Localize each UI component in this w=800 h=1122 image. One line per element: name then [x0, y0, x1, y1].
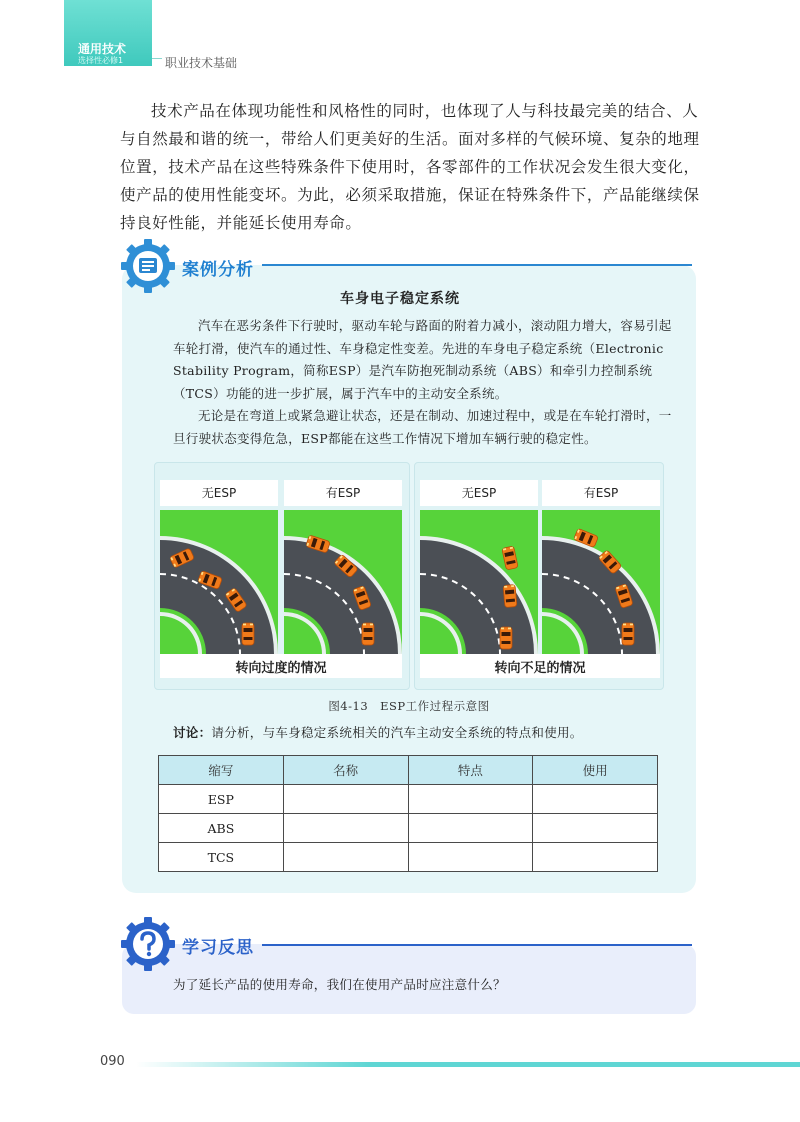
intro-paragraph: 技术产品在体现功能性和风格性的同时，也体现了人与科技最完美的结合、人与自然最和谐的统一，带给人们更美好的生活。面对多样的气候环境、复杂的地理位置，技术产品在这些特殊条件下使用时，各零部件的工作状况会发生很大变化，使产品的使用性能变坏。为此，必须采取措施，保证在特殊条件下，产品能继续保持良好性能，并能延长使用寿命。: [120, 102, 700, 232]
case-gear-icon: [118, 236, 178, 296]
header-separator: [152, 58, 162, 59]
book-title: 通用技术: [78, 42, 127, 56]
case-section-title: 案例分析: [182, 260, 254, 280]
car-icon: [362, 623, 374, 645]
reflection-section-title: 学习反思: [182, 938, 254, 958]
table-cell: [283, 814, 408, 843]
table-cell: [408, 785, 533, 814]
figure-panel-label: 无ESP: [201, 486, 237, 500]
discussion-label: 讨论：: [173, 725, 212, 740]
panel-road-tile: [284, 510, 402, 654]
table-header-row: [159, 756, 658, 785]
car-icon: [503, 585, 517, 608]
book-subtitle: 选择性必修1: [78, 56, 124, 65]
reflection-question: 为了延长产品的使用寿命，我们在使用产品时应注意什么？: [173, 977, 506, 992]
table-header-cell: 特点: [408, 756, 533, 785]
figure-panel-label: 有ESP: [325, 486, 361, 500]
case-title: 车身电子稳定系统: [340, 291, 460, 307]
figure-group-caption: 转向过度的情况: [235, 661, 327, 676]
table-cell: [283, 843, 408, 872]
figure-caption: 图4-13 ESP工作过程示意图: [328, 699, 490, 713]
case-title-underline: [262, 264, 692, 266]
table-cell: [533, 814, 658, 843]
discussion-text: 请分析，与车身稳定系统相关的汽车主动安全系统的特点和使用。: [211, 725, 583, 740]
car-icon: [242, 623, 254, 645]
reflection-gear-icon: [118, 914, 178, 974]
discussion: [173, 723, 583, 741]
case-paragraph-1: 汽车在恶劣条件下行驶时，驱动车轮与路面的附着力减小，滚动阻力增大，容易引起车轮打滑，使汽车的通过性、车身稳定性变差。先进的车身电子稳定系统（Electronic Stability Program，简称ESP）是汽车防抱死制动系统（ABS）和牵引力控制系统（TCS）功能的进一步扩展，属于汽车中的主动安全系统。: [173, 318, 672, 401]
reflection-title-underline: [262, 944, 692, 946]
figure-panel-label: 无ESP: [461, 486, 497, 500]
page-number: 090: [100, 1054, 125, 1069]
table-header-cell: 使用: [533, 756, 658, 785]
table-cell: ABS: [159, 814, 284, 843]
car-icon: [622, 623, 634, 645]
table-row: [159, 814, 658, 843]
panel-road-tile: [420, 510, 538, 654]
panel-road-tile: [542, 510, 660, 654]
chapter-title: 职业技术基础: [165, 56, 238, 70]
table-cell: [283, 785, 408, 814]
table-cell: [408, 843, 533, 872]
table-cell: [533, 843, 658, 872]
footer-line: [136, 1062, 800, 1067]
table-cell: ESP: [159, 785, 284, 814]
table-row: [159, 785, 658, 814]
table-cell: [533, 785, 658, 814]
table-cell: TCS: [159, 843, 284, 872]
system-table: [158, 755, 658, 872]
figure-panel-label: 有ESP: [583, 486, 619, 500]
table-header-cell: 缩写: [159, 756, 284, 785]
table-header-cell: 名称: [283, 756, 408, 785]
car-icon: [500, 627, 512, 649]
figure-group-caption: 转向不足的情况: [494, 661, 586, 676]
table-row: [159, 843, 658, 872]
table-cell: [408, 814, 533, 843]
case-paragraph-2: 无论是在弯道上或紧急避让状态，还是在制动、加速过程中，或是在车轮打滑时，一旦行驶状态变得危急，ESP都能在这些工作情况下增加车辆行驶的稳定性。: [173, 408, 672, 446]
